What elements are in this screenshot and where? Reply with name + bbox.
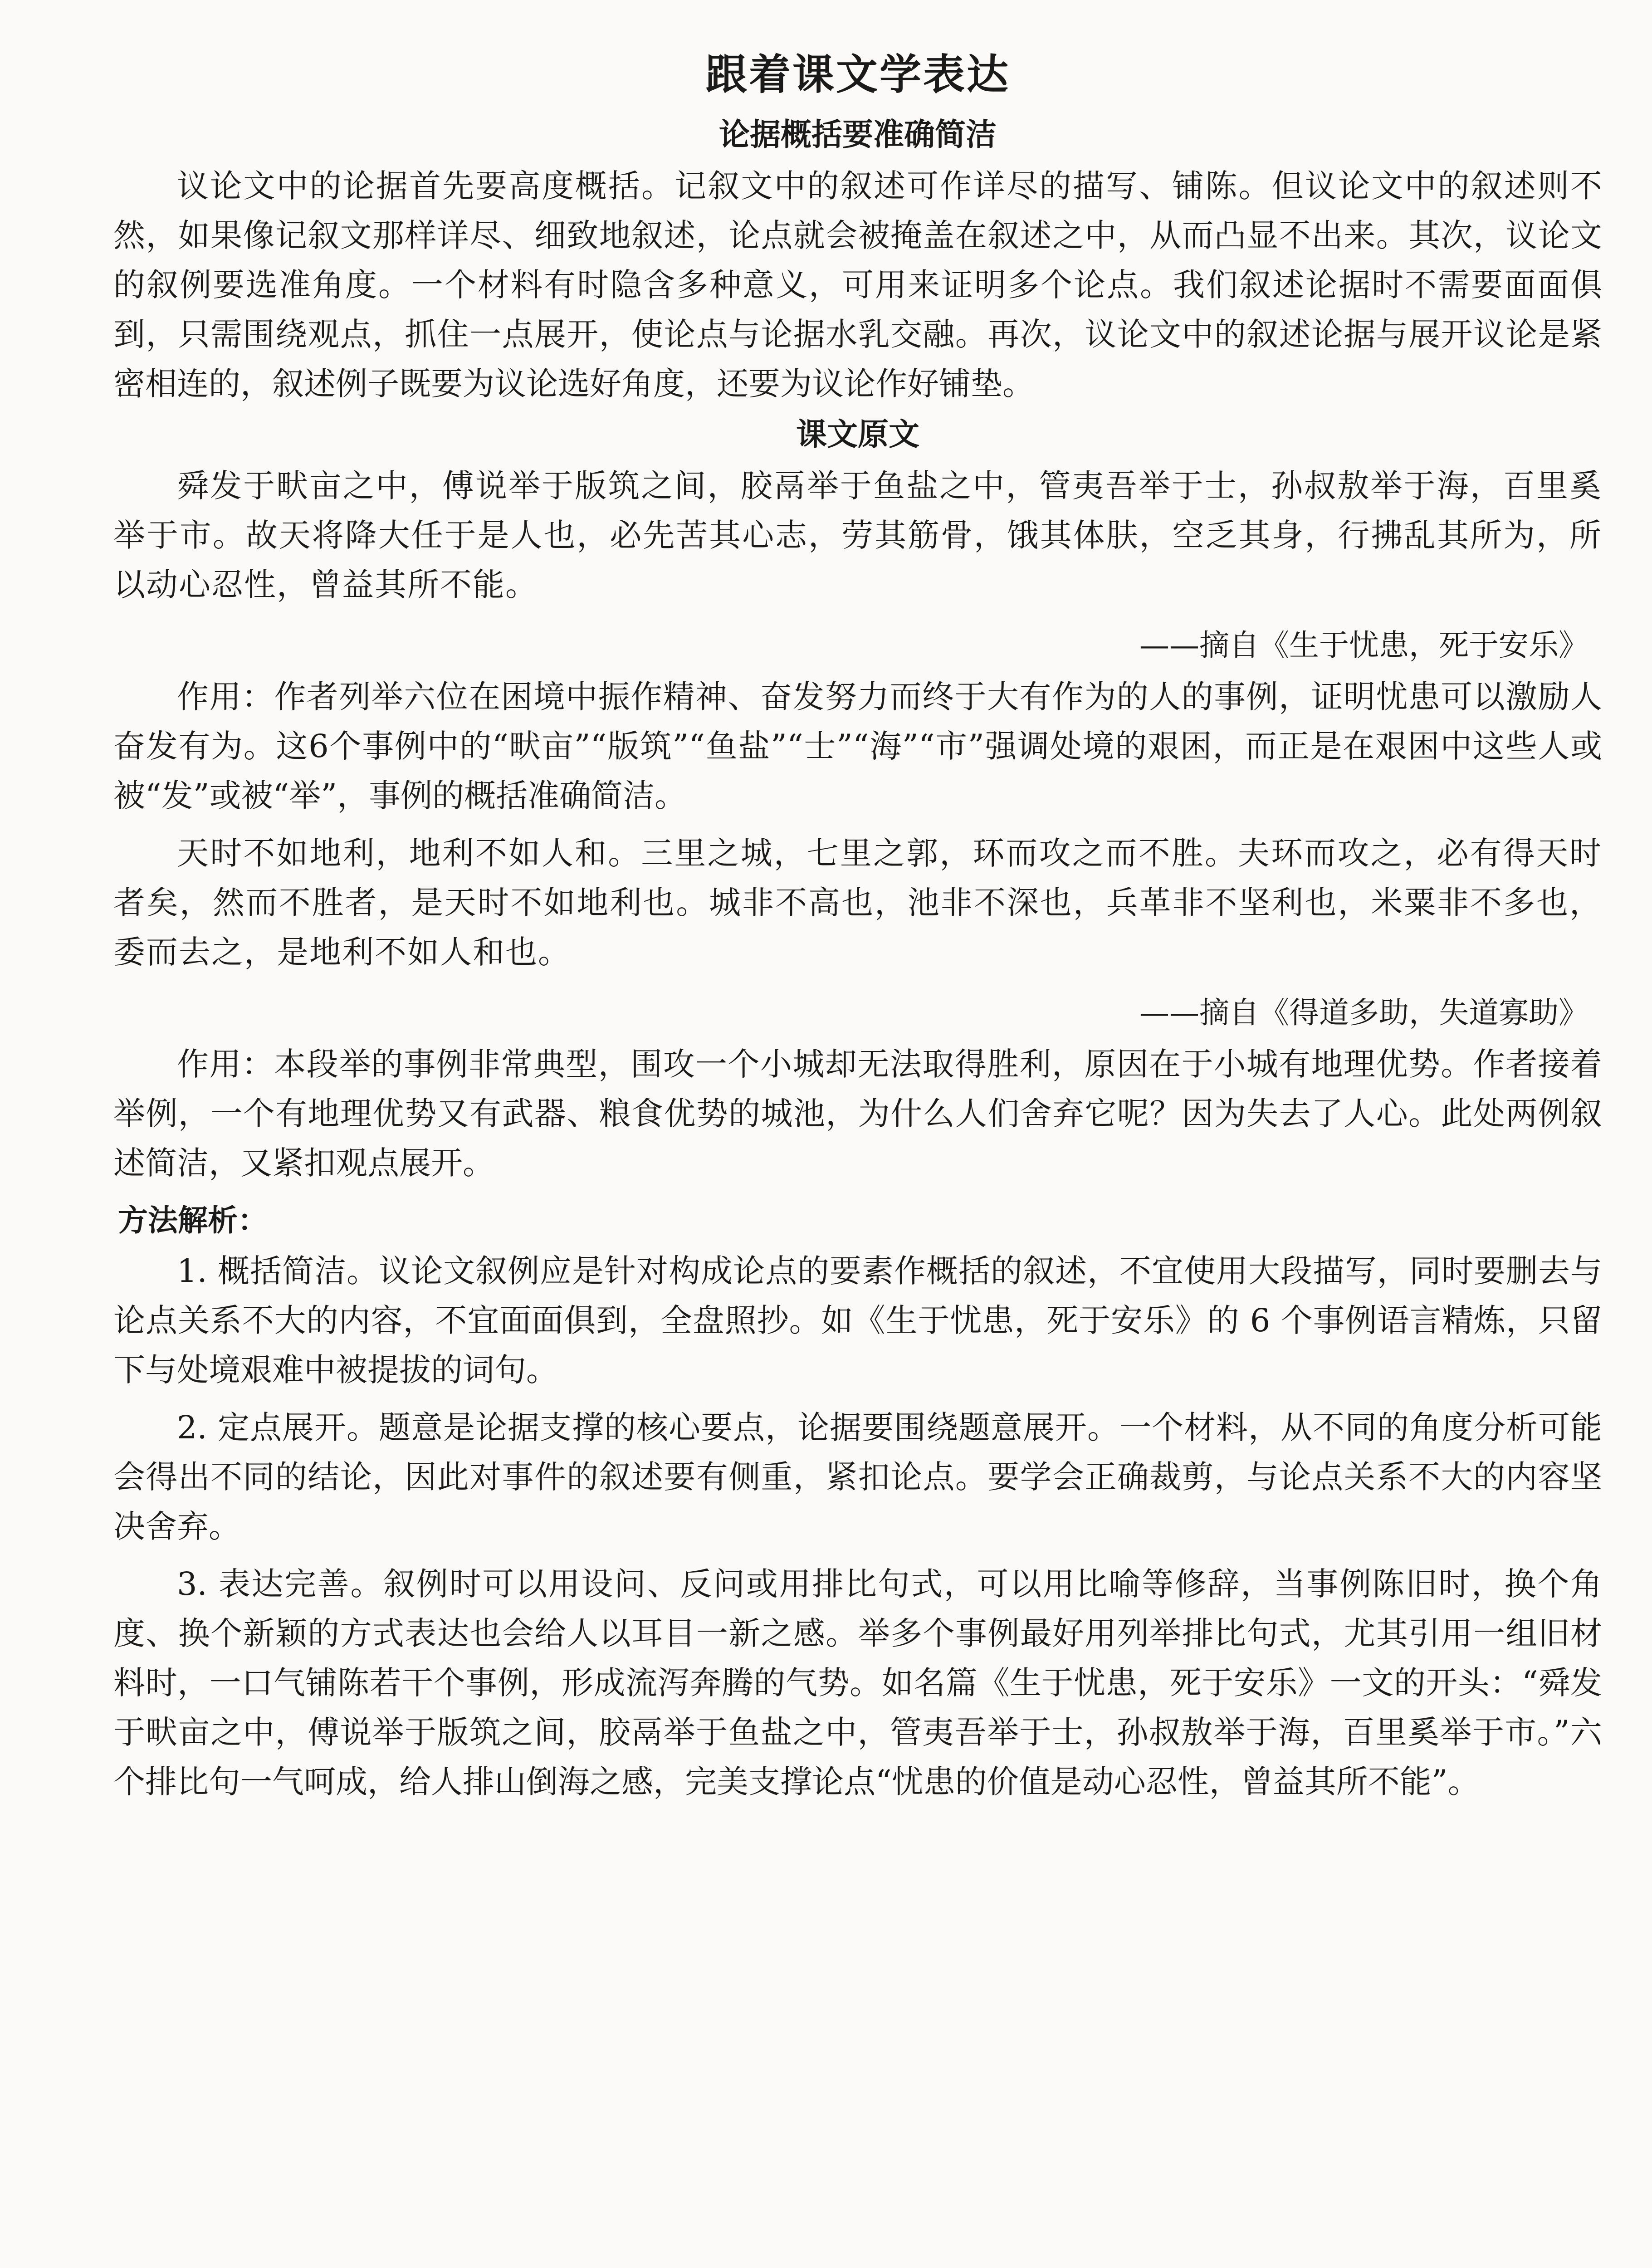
section-title-argument: 论据概括要准确简洁 — [718, 117, 997, 153]
page-title: 跟着课文学表达 — [705, 50, 1010, 99]
excerpt-source-1: ——摘自《生于忧患，死于安乐》 — [1139, 628, 1588, 663]
method-point-3: 3. 表达完善。叙例时可以用设问、反问或用排比句式，可以用比喻等修辞，当事例陈旧时，换个角度、换个新颖的方式表达也会给人以耳目一新之感。举多个事例最好用列举排比句式，尤其引用一组旧材料时，一口气铺陈若干个事例，形成流泻奔腾的气势。如名篇《生于忧患，死于安乐》一文的开头：“舜发于畎亩之中，傅说举于版筑之间，胶鬲举于鱼盐之中，管夷吾举于士，孙叔敖举于海，百里奚举于市。”六个排比句一气呵成，给人排山倒海之感，完美支撑论点“忧患的价值是动心忍性，曾益其所不能”。 — [113, 1565, 1602, 1800]
method-point-2: 2. 定点展开。题意是论据支撑的核心要点，论据要围绕题意展开。一个材料，从不同的角度分析可能会得出不同的结论，因此对事件的叙述要有侧重，紧扣论点。要学会正确裁剪，与论点关系不大的内容坚决舍弃。 — [113, 1409, 1602, 1545]
effect-paragraph-2: 作用：本段举的事例非常典型，围攻一个小城却无法取得胜利，原因在于小城有地理优势。作者接着举例，一个有地理优势又有武器、粮食优势的城池，为什么人们舍弃它呢？因为失去了人心。此处两例叙述简洁，又紧扣观点展开。 — [113, 1046, 1602, 1182]
excerpt-paragraph-1: 舜发于畎亩之中，傅说举于版筑之间，胶鬲举于鱼盐之中，管夷吾举于士，孙叔敖举于海，百里奚举于市。故天将降大任于是人也，必先苦其心志，劳其筋骨，饿其体肤，空乏其身，行拂乱其所为，所以动心忍性，曾益其所不能。 — [113, 467, 1602, 603]
excerpt-source-2: ——摘自《得道多助，失道寡助》 — [1139, 995, 1588, 1030]
method-point-1: 1. 概括简洁。议论文叙例应是针对构成论点的要素作概括的叙述，不宜使用大段描写，同时要删去与论点关系不大的内容，不宜面面俱到，全盘照抄。如《生于忧患，死于安乐》的 6 个事例语言精炼，只留下与处境艰难中被提拔的词句。 — [113, 1252, 1602, 1388]
method-heading: 方法解析： — [118, 1203, 268, 1238]
excerpt-paragraph-2: 天时不如地利，地利不如人和。三里之城，七里之郭，环而攻之而不胜。夫环而攻之，必有得天时者矣，然而不胜者，是天时不如地利也。城非不高也，池非不深也，兵革非不坚利也，米粟非不多也，委而去之，是地利不如人和也。 — [113, 835, 1602, 971]
effect-paragraph-1: 作用：作者列举六位在困境中振作精神、奋发努力而终于大有作为的人的事例，证明忧患可以激励人奋发有为。这6个事例中的“畎亩”“版筑”“鱼盐”“士”“海”“市”强调处境的艰困，而正是在艰困中这些人或被“发”或被“举”，事例的概括准确简洁。 — [113, 678, 1602, 814]
intro-paragraph: 议论文中的论据首先要高度概括。记叙文中的叙述可作详尽的描写、铺陈。但议论文中的叙述则不然，如果像记叙文那样详尽、细致地叙述，论点就会被掩盖在叙述之中，从而凸显不出来。其次，议论文的叙例要选准角度。一个材料有时隐含多种意义，可用来证明多个论点。我们叙述论据时不需要面面俱到，只需围绕观点，抓住一点展开，使论点与论据水乳交融。再次，议论文中的叙述论据与展开议论是紧密相连的，叙述例子既要为议论选好角度，还要为议论作好铺垫。 — [113, 167, 1602, 402]
section-title-original-text: 课文原文 — [796, 417, 919, 453]
